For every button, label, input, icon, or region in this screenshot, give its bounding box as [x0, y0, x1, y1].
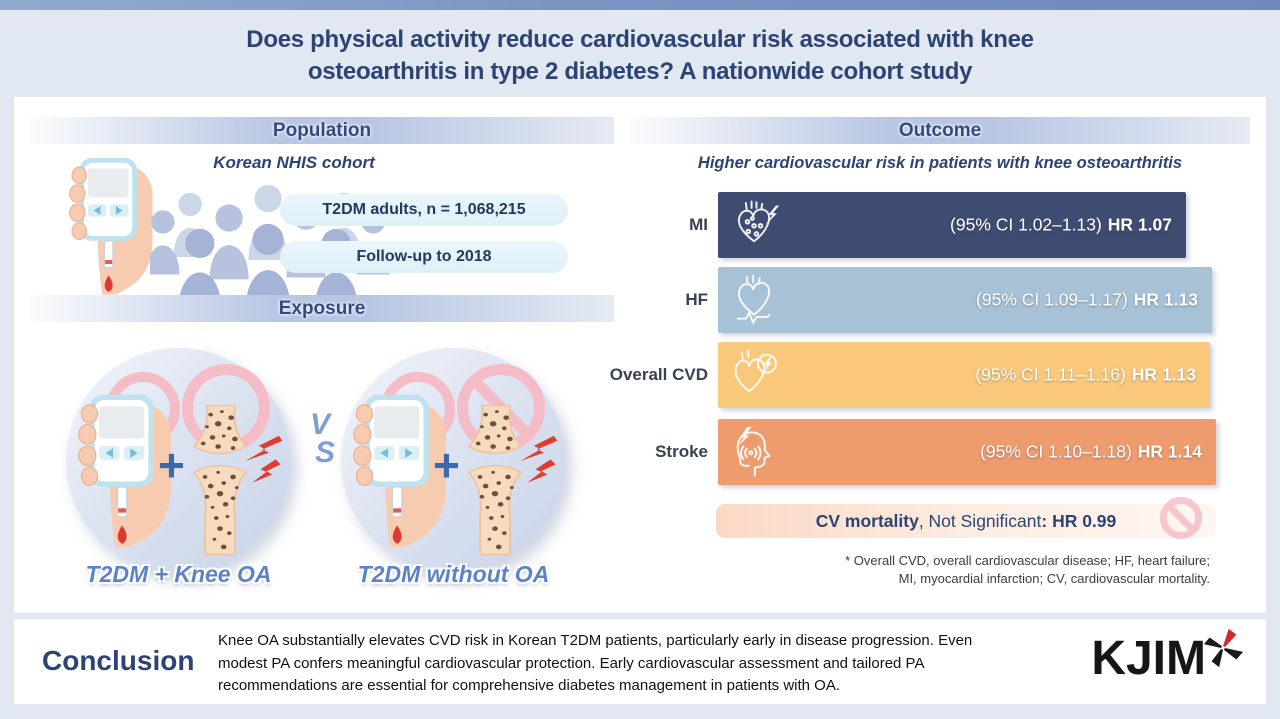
- stroke-head-icon: [728, 424, 780, 480]
- ci-text: (95% CI 1.02–1.13): [950, 214, 1102, 235]
- not-significant-ban-icon: [1158, 495, 1204, 541]
- cv-mortality-pill: [716, 504, 1216, 538]
- exposure-group-t2dm-knee-oa: [66, 348, 291, 573]
- kjim-logo-text: KJIM: [1091, 632, 1206, 685]
- pain-flash-icon: [242, 434, 284, 488]
- hr-text: HR 1.13: [1133, 289, 1198, 310]
- hr-text: HR 1.14: [1137, 441, 1202, 462]
- outcome-bar-label: Overall CVD: [609, 365, 708, 384]
- plus-sign: +: [158, 439, 185, 491]
- bar-value-text: [980, 442, 1202, 463]
- outcome-column: [560, 97, 1250, 613]
- kjim-pinwheel-icon: [1202, 627, 1244, 669]
- population-count-pill: T2DM adults, n = 1,068,215: [280, 194, 568, 226]
- heart-infarction-icon: [728, 197, 780, 253]
- cv-mortality-status: , Not Significant: [918, 511, 1042, 531]
- title-line-1: Does physical activity reduce cardiovascular risk associated with knee: [246, 26, 1034, 53]
- followup-pill: Follow-up to 2018: [280, 241, 568, 273]
- outcome-bar-row: [560, 419, 1250, 485]
- cv-mortality-label: CV mortality: [815, 511, 919, 531]
- conclusion-heading: Conclusion: [42, 645, 195, 676]
- ci-text: (95% CI 1.10–1.18): [980, 441, 1132, 462]
- outcome-bar-row: [560, 192, 1250, 258]
- main-panel: [14, 97, 1266, 613]
- cv-mortality-hr: : HR 0.99: [1041, 511, 1117, 531]
- outcome-subtitle: Higher cardiovascular risk in patients with knee osteoarthritis: [697, 154, 1183, 172]
- exposure-header-label: Exposure: [278, 298, 366, 319]
- outcome-bar-row: [560, 267, 1250, 333]
- bar-value-text: [975, 365, 1196, 386]
- journal-logo: [1091, 631, 1244, 687]
- conclusion-text: Knee OA substantially elevates CVD risk in Korean T2DM patients, particularly early in disease progression. Even modest PA confers meaningful cardiovascular protection. Early cardiovascular assessment and tailored PA recommendations are essential for comprehensive diabetes management in patients with OA.: [218, 632, 973, 694]
- abbreviations-footnote: [845, 552, 1210, 588]
- plus-sign: +: [433, 439, 460, 491]
- versus-label: [300, 408, 340, 469]
- outcome-bar-mi: [718, 192, 1186, 258]
- population-header-label: Population: [272, 120, 372, 141]
- knee-joint-icon: [467, 404, 523, 556]
- outcome-header-label: Outcome: [898, 120, 982, 141]
- hr-text: HR 1.07: [1107, 214, 1172, 235]
- outcome-bar-stroke: [718, 419, 1216, 485]
- outcome-bar-label: Stroke: [655, 442, 708, 461]
- versus-s: S: [314, 436, 335, 469]
- outcome-bar-label: MI: [689, 215, 708, 234]
- cohort-label: Korean NHIS cohort: [213, 153, 375, 172]
- pain-flash-icon: [517, 434, 559, 488]
- outcome-bar-label: HF: [685, 290, 708, 309]
- heart-failure-icon: [728, 272, 780, 328]
- bar-value-text: [976, 290, 1198, 311]
- title-line-2: osteoarthritis in type 2 diabetes? A nationwide cohort study: [307, 58, 973, 85]
- conclusion-panel: [14, 619, 1266, 704]
- outcome-section-header: [630, 117, 1250, 144]
- page-title: [0, 24, 1280, 88]
- outcome-bar-cvd: [718, 342, 1210, 408]
- footnote-line-2: MI, myocardial infarction; CV, cardiovascular mortality.: [898, 570, 1210, 586]
- group2-label: T2DM without OA: [357, 561, 550, 587]
- hr-text: HR 1.13: [1131, 364, 1196, 385]
- footnote-line-1: * Overall CVD, overall cardiovascular disease; HF, heart failure;: [845, 553, 1210, 568]
- versus-v: V: [309, 408, 330, 441]
- bar-value-text: [950, 215, 1172, 236]
- ci-text: (95% CI 1.11–1.16): [975, 364, 1126, 385]
- exposure-section-header: [30, 295, 614, 322]
- knee-joint-icon: [192, 404, 248, 556]
- exposure-group-t2dm-without-oa: [341, 348, 566, 573]
- ci-text: (95% CI 1.09–1.17): [976, 289, 1128, 310]
- group1-label: T2DM + Knee OA: [85, 561, 272, 587]
- heart-bolt-icon: [728, 347, 780, 403]
- outcome-bar-row: [560, 342, 1250, 408]
- outcome-bar-hf: [718, 267, 1212, 333]
- population-section-header: [30, 117, 614, 144]
- top-accent-bar: [0, 0, 1280, 10]
